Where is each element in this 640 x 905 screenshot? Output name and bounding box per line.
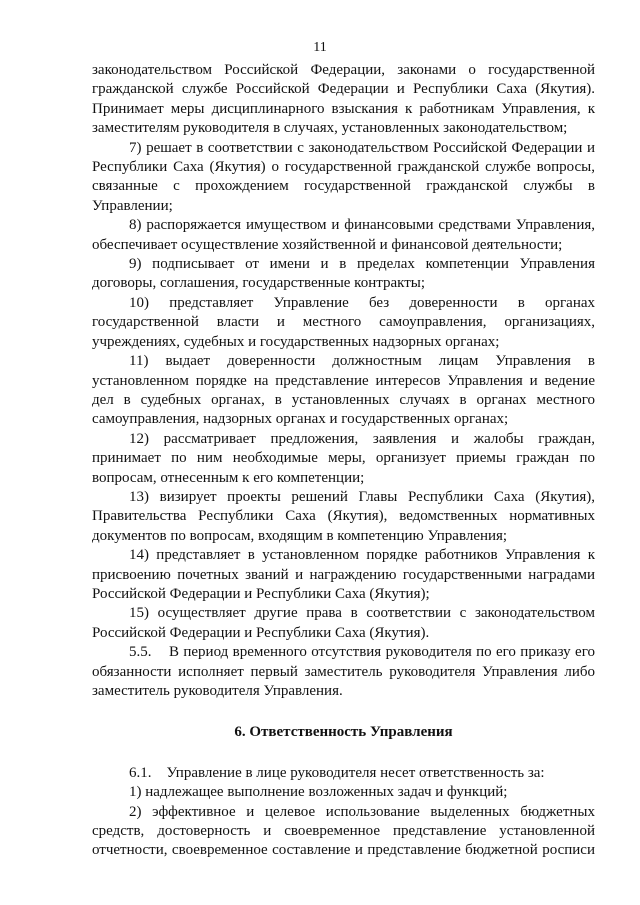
paragraph-item-9: 9) подписывает от имени и в пределах компетенции Управления договоры, соглашения, государственные контракты; bbox=[92, 256, 595, 292]
paragraph-item-7: 7) решает в соответствии с законодательством Российской Федерации и Республики Саха (Якутия) о государственной гражданской службе вопросы, связанные с прохождением государственной гражданской службы в Управлении; bbox=[92, 139, 595, 214]
paragraph-item-15: 15) осуществляет другие права в соответствии с законодательством Российской Федерации и Республики Саха (Якутия). bbox=[92, 605, 595, 641]
paragraph-6-1-item-2: 2) эффективное и целевое использование выделенных бюджетных средств, достоверность и своевременное представление установленной отчетности, своевременное составление и представление бюджетной росписи bbox=[92, 803, 595, 859]
section-heading: 6. Ответственность Управления bbox=[234, 724, 453, 741]
page-number: 11 bbox=[313, 40, 327, 55]
paragraph-continuation: законодательством Российской Федерации, законами о государственной гражданской службе Российской Федерации и Республики Саха (Якутия). Принимает меры дисциплинарного взыскания к работникам Управления, к заместителям руководителя в случаях, установленных законодательством; bbox=[92, 62, 595, 137]
paragraph-item-8: 8) распоряжается имуществом и финансовыми средствами Управления, обеспечивает осуществление хозяйственной и финансовой деятельности; bbox=[92, 217, 595, 253]
paragraph-item-11: 11) выдает доверенности должностным лицам Управления в установленном порядке на представление интересов Управления и ведение дел в судебных органах, в установленных случаях в органах местного самоуправления, надзорных органах и государственных органах; bbox=[92, 353, 595, 428]
paragraph-6-1: 6.1. Управление в лице руководителя несет ответственность за: bbox=[129, 764, 545, 781]
paragraph-5-5: 5.5. В период временного отсутствия руководителя по его приказу его обязанности исполняет первый заместитель руководителя Управления либо заместитель руководителя Управления. bbox=[92, 644, 599, 699]
paragraph-item-10: 10) представляет Управление без доверенности в органах государственной власти и местного самоуправления, организациях, учреждениях, судебных и государственных надзорных органах; bbox=[92, 294, 595, 350]
document-body bbox=[92, 61, 599, 861]
paragraph-item-12: 12) рассматривает предложения, заявления и жалобы граждан, принимает по ним необходимые меры, организует приемы граждан по вопросам, отнесенным к его компетенции; bbox=[92, 430, 595, 486]
paragraph-6-1-item-1: 1) надлежащее выполнение возложенных задач и функций; bbox=[129, 784, 508, 801]
paragraph-item-14: 14) представляет в установленном порядке работников Управления к присвоению почетных званий и награждению государственными наградами Российской Федерации и Республики Саха (Якутия); bbox=[92, 547, 595, 602]
paragraph-item-13: 13) визирует проекты решений Главы Республики Саха (Якутия), Правительства Республики Саха (Якутия), ведомственных нормативных документов по вопросам, входящим в компетенцию Управления; bbox=[92, 488, 595, 544]
